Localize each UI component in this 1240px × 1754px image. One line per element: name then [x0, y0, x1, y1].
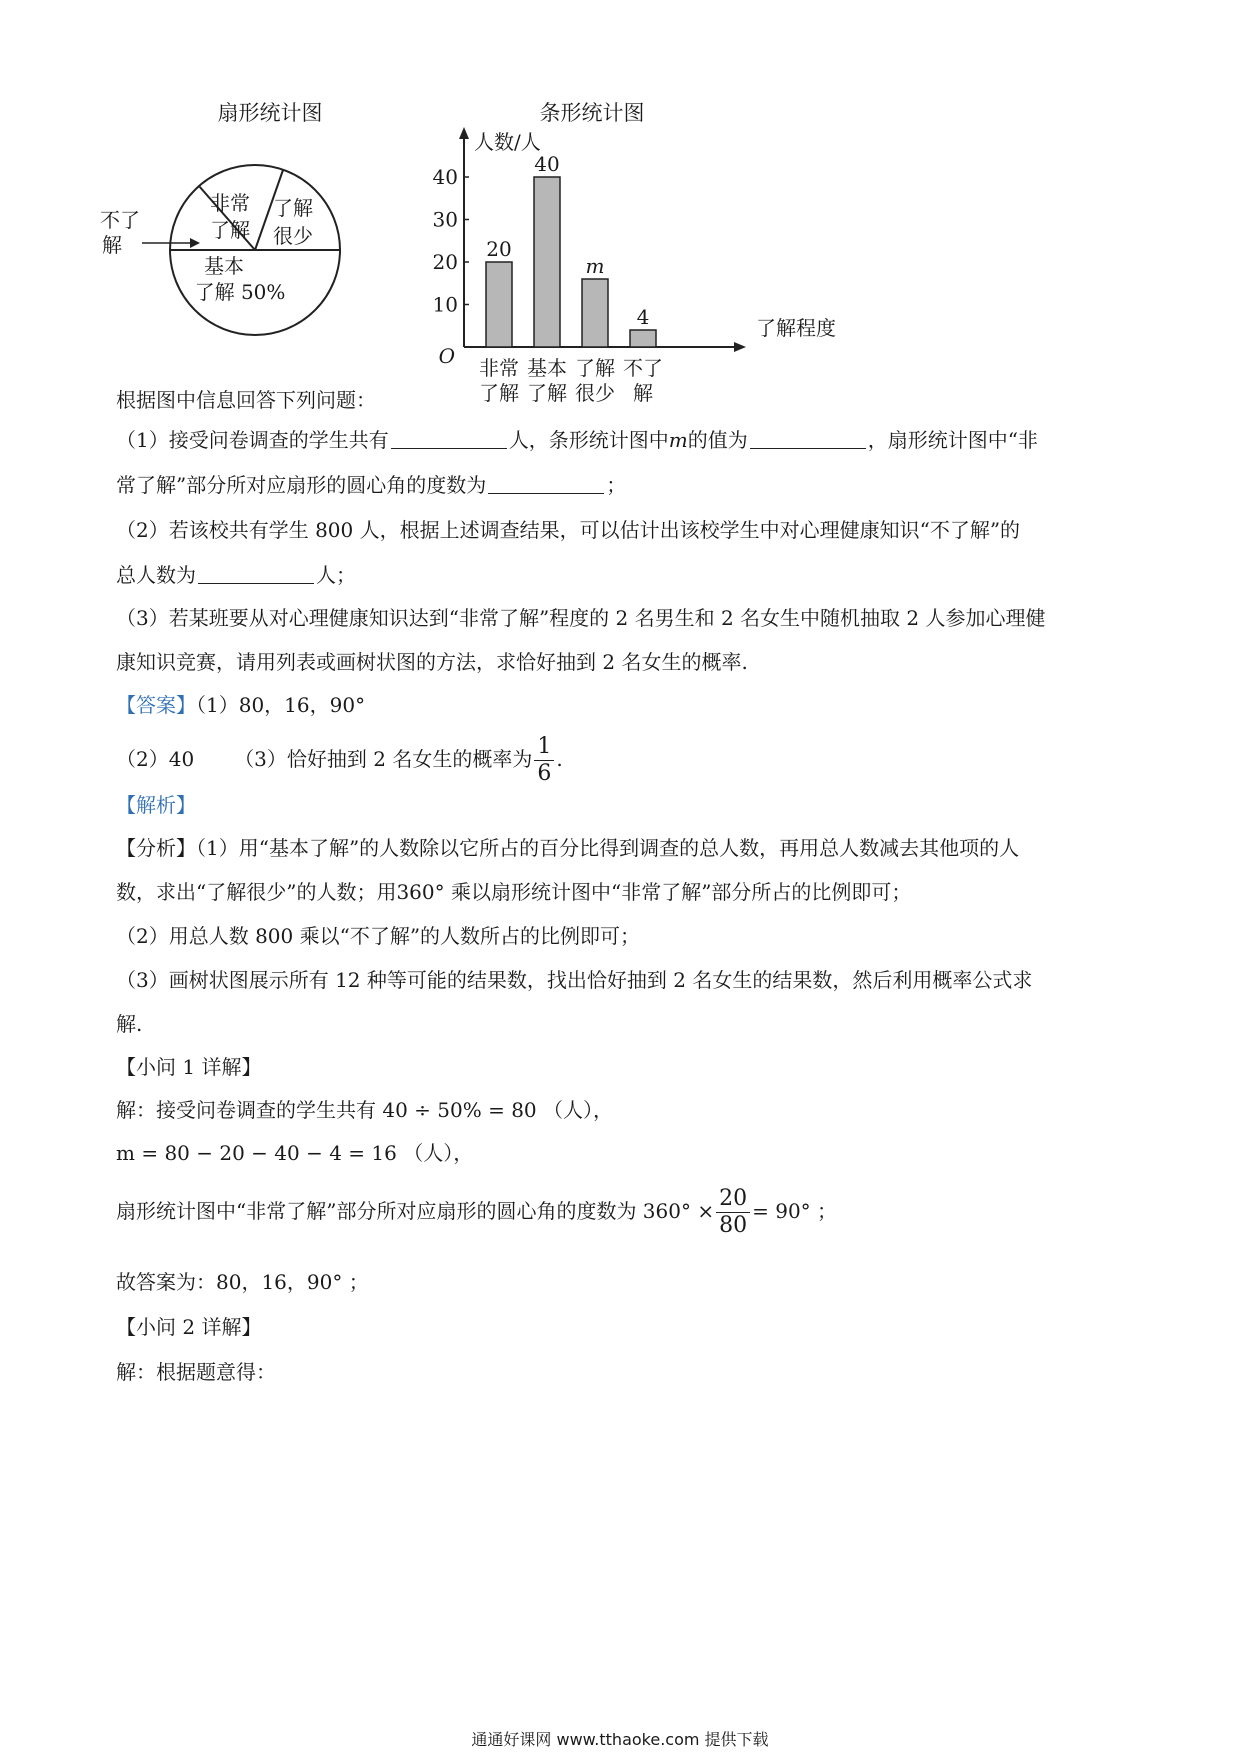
s1-tag: 【小问 1 详解】 [116, 1055, 262, 1079]
category-label-1-1: 基本 [527, 356, 567, 380]
q1-text-f: ； [606, 473, 627, 497]
bar-label-2: m [585, 254, 605, 278]
chart-title: 条形统计图 [539, 101, 645, 125]
pie-label-little-1: 了解 [273, 196, 313, 220]
q3-text-b: 康知识竞赛，请用列表或画树状图的方法，求恰好抽到 2 名女生的概率. [116, 650, 748, 674]
answer-3-denominator: 6 [537, 761, 552, 786]
q3-text-a: （3）若某班要从对心理健康知识达到“非常了解”程度的 2 名男生和 2 名女生中随机抽取 2 人参加心理健 [116, 606, 1046, 630]
answer-tag: 【答案】 [116, 693, 196, 717]
s1-denominator: 80 [719, 1213, 748, 1238]
pie-chart-figure [100, 95, 370, 370]
fx-text-4: （3）画树状图展示所有 12 种等可能的结果数，找出恰好抽到 2 名女生的结果数，然后利用概率公式求 [116, 968, 1033, 992]
y-tick-label-20: 20 [432, 250, 458, 274]
answer-line-2 [116, 730, 1126, 788]
q1-blank-m[interactable] [750, 428, 866, 449]
pie-label-basic-1: 基本 [204, 254, 244, 278]
category-label-1-2: 了解 [527, 381, 567, 405]
s1-tag-line [116, 1052, 1126, 1082]
q1-text-c: 的值为 [687, 428, 748, 452]
fx-line-5 [116, 1009, 1126, 1039]
pie-label-basic-2: 了解 50% [194, 280, 286, 304]
q3-line-1 [116, 603, 1126, 633]
fx-line-1 [116, 833, 1126, 863]
category-label-2-1: 了解 [575, 356, 615, 380]
bar-chart-svg [432, 95, 836, 405]
y-axis-label: 人数/人 [474, 130, 541, 154]
q1-text-d: ，扇形统计图中“非 [867, 428, 1038, 452]
x-axis-label: 了解程度 [756, 316, 836, 340]
answer-1: （1）80，16，90° [196, 693, 366, 717]
s1-numerator: 20 [716, 1186, 750, 1213]
pie-label-very-2: 了解 [210, 218, 250, 242]
y-tick-label-40: 40 [432, 165, 458, 189]
page-footer: 通通好课网 www.tthaoke.com 提供下载 [471, 1730, 769, 1749]
y-tick-label-10: 10 [432, 292, 458, 317]
x-axis-arrow [734, 342, 746, 352]
category-label-3-1: 不了 [623, 356, 663, 380]
s1-text-3b: = 90° ； [752, 1199, 838, 1223]
s2-text-1: 解：根据题意得： [116, 1360, 276, 1384]
fx-text-3: （2）用总人数 800 乘以“不了解”的人数所占的比例即可； [116, 924, 641, 948]
category-label-0-2: 了解 [479, 381, 519, 405]
s1-text-1: 解：接受问卷调查的学生共有 40 ÷ 50% = 80 （人）， [116, 1098, 614, 1122]
q1-line-2 [116, 470, 1126, 500]
q3-line-2 [116, 647, 1126, 677]
q2-line-2 [116, 560, 1126, 590]
bar-1 [534, 177, 560, 347]
pie-label-none-2: 解 [102, 233, 122, 257]
fx-line-2 [116, 877, 1126, 907]
category-label-0-1: 非常 [479, 356, 519, 380]
answer-2: （2）40 [116, 747, 195, 771]
y-axis-arrow [459, 127, 469, 139]
s2-line-1 [116, 1357, 1126, 1387]
y-tick-label-30: 30 [432, 207, 458, 232]
bar-label-0: 20 [486, 237, 512, 261]
pie-label-little-2: 很少 [273, 224, 313, 248]
q2-text-b: 总人数为 [116, 563, 196, 587]
pie-chart-svg [100, 95, 370, 370]
bar-0 [486, 262, 512, 347]
s1-line-4 [116, 1267, 1126, 1297]
answer-3-end: . [556, 747, 563, 771]
s1-line-3 [116, 1182, 1126, 1240]
q2-line-1 [116, 515, 1126, 545]
fx-text-5: 解. [116, 1012, 143, 1036]
bar-chart-figure [432, 95, 836, 405]
fx-line-4 [116, 965, 1126, 995]
q1-text-a: （1）接受问卷调查的学生共有 [116, 428, 389, 452]
intro-line [116, 385, 1126, 415]
q1-line-1 [116, 425, 1126, 455]
origin-label: O [438, 344, 455, 368]
pie-label-very-1: 非常 [210, 191, 250, 215]
answer-3-fraction [534, 734, 554, 787]
q2-blank[interactable] [198, 563, 314, 584]
jiexi-tag: 【解析】 [116, 793, 196, 817]
category-label-3-2: 解 [633, 381, 653, 405]
s2-tag: 【小问 2 详解】 [116, 1315, 262, 1339]
answer-line-1 [116, 690, 1126, 720]
fx-text-1: 【分析】（1）用“基本了解”的人数除以它所占的百分比得到调查的总人数，再用总人数减去其他项的人 [116, 836, 1020, 860]
pie-label-none-1: 不了 [100, 208, 140, 232]
fx-text-2: 数，求出“了解很少”的人数；用360° 乘以扇形统计图中“非常了解”部分所占的比例即可； [116, 880, 912, 904]
bar-label-3: 4 [636, 305, 650, 329]
s1-fraction [716, 1186, 750, 1239]
q2-text-c: 人； [316, 563, 356, 587]
s1-line-2 [116, 1138, 1126, 1168]
answer-3: （3）恰好抽到 2 名女生的概率为 [234, 747, 533, 771]
s1-line-1 [116, 1095, 1126, 1125]
q1-var-m: m [668, 428, 688, 452]
q1-text-b: 人，条形统计图中 [508, 428, 669, 452]
s2-tag-line [116, 1312, 1126, 1342]
fx-line-3 [116, 921, 1126, 951]
s1-text-2: m = 80 − 20 − 40 − 4 = 16 （人）， [116, 1141, 474, 1165]
jiexi-line [116, 790, 1126, 820]
intro-text: 根据图中信息回答下列问题： [116, 388, 376, 412]
q1-text-e: 常了解”部分所对应扇形的圆心角的度数为 [116, 473, 487, 497]
s1-text-4: 故答案为：80，16，90° ； [116, 1270, 369, 1294]
q1-blank-total[interactable] [391, 428, 507, 449]
answer-3-numerator: 1 [534, 734, 554, 761]
s1-text-3a: 扇形统计图中“非常了解”部分所对应扇形的圆心角的度数为 360° × [116, 1199, 715, 1223]
q1-blank-angle[interactable] [488, 473, 604, 494]
bar-label-1: 40 [534, 152, 560, 176]
bar-2 [582, 279, 608, 347]
pie-arrow-head [190, 238, 200, 248]
category-label-2-2: 很少 [575, 381, 615, 405]
pie-title: 扇形统计图 [217, 101, 323, 125]
bar-3 [630, 330, 656, 347]
q2-text-a: （2）若该校共有学生 800 人，根据上述调查结果，可以估计出该校学生中对心理健康知识“不了解”的 [116, 518, 1021, 542]
